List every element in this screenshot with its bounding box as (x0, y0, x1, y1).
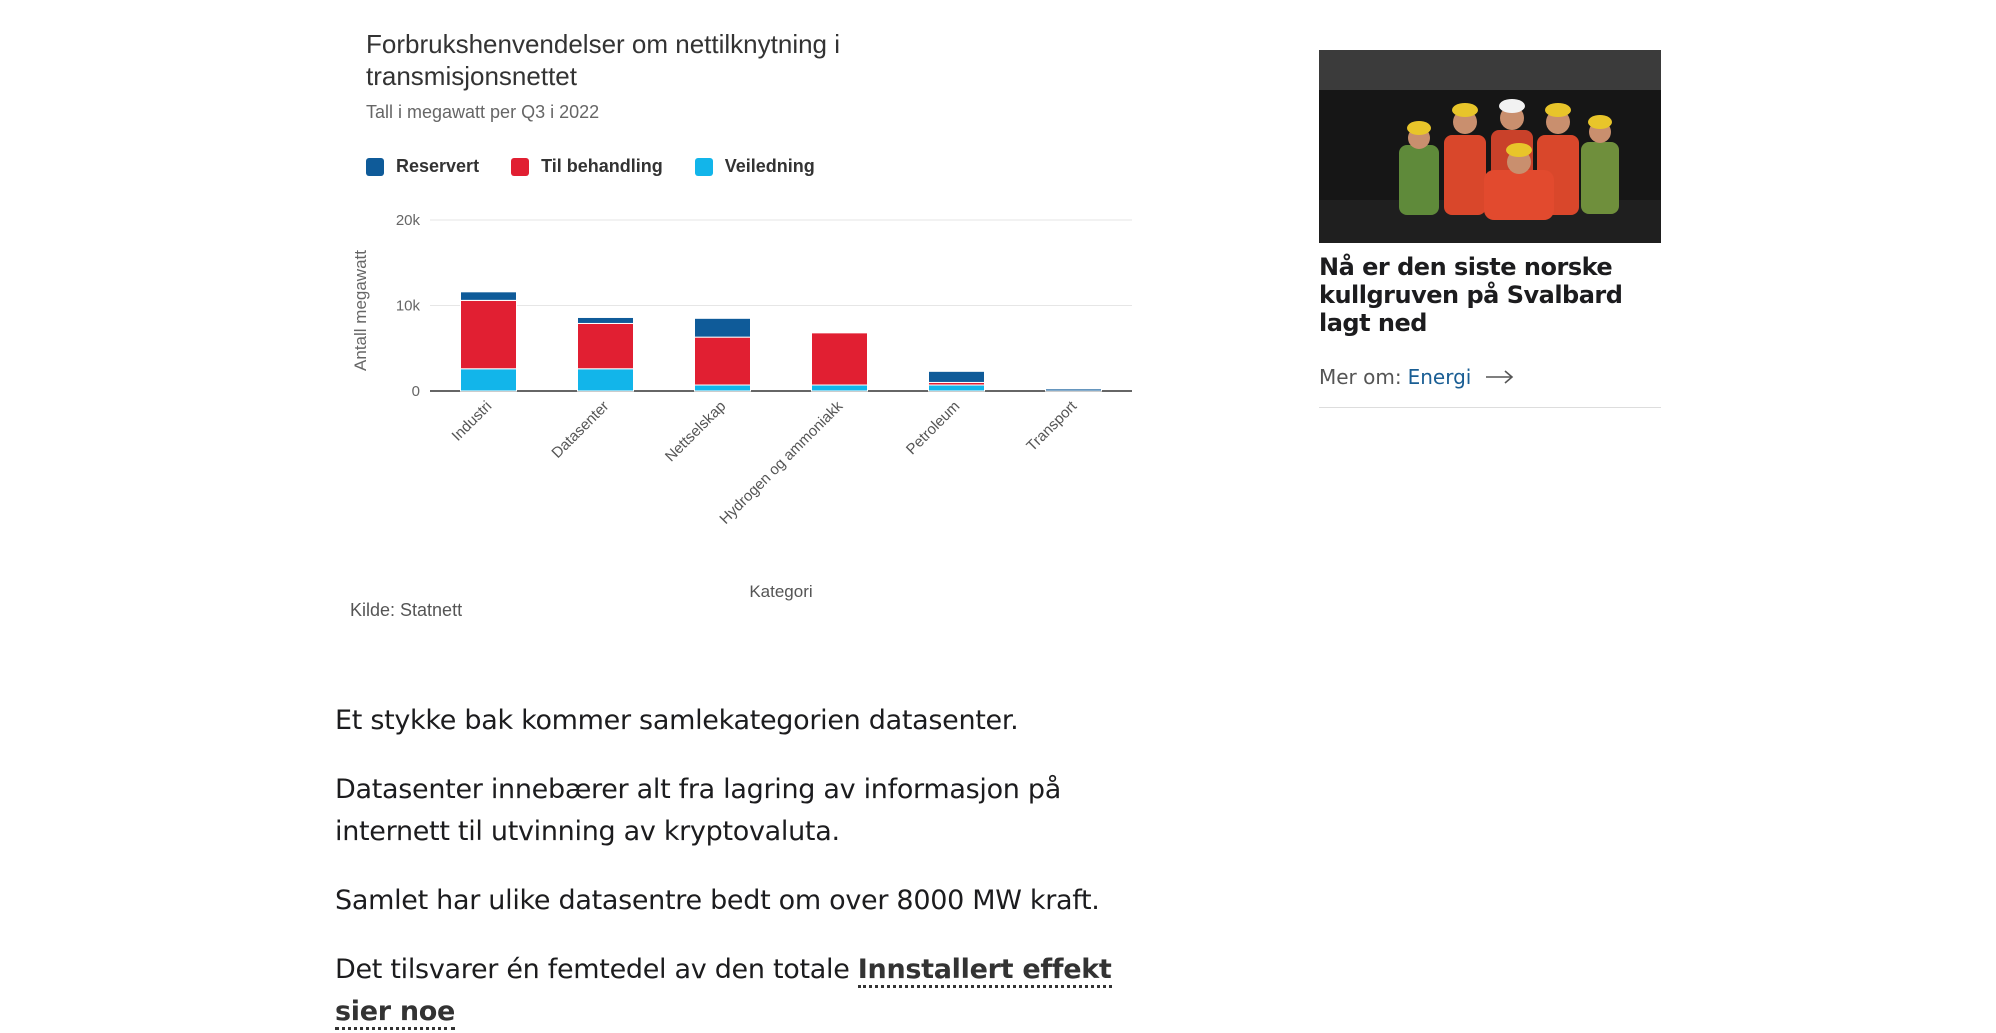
paragraph: Datasenter innebærer alt fra lagring av informasjon på internett til utvinning av kryptovaluta. (335, 774, 1061, 847)
chart-source: Kilde: Statnett (350, 600, 463, 620)
paragraph (335, 949, 1155, 1033)
bar-reservert (1046, 389, 1102, 391)
bar-til-behandling (812, 333, 868, 385)
article-body (335, 700, 1155, 1033)
topic-link-row (1319, 365, 1661, 389)
legend-label: Veiledning (724, 156, 815, 176)
paragraph: Et stykke bak kommer samlekategorien datasenter. (335, 705, 1019, 736)
x-tick-label: Transport (1023, 397, 1081, 455)
bar-veiledning (461, 369, 517, 391)
x-tick-label: Industri (448, 397, 496, 445)
bar-til-behandling (578, 323, 634, 368)
chart-subtitle: Tall i megawatt per Q3 i 2022 (366, 102, 600, 122)
chart-title: Forbrukshenvendelser om nettilknytning i transmisjonsnettet (366, 29, 841, 91)
related-article-card[interactable] (1319, 50, 1661, 408)
x-tick-label: Petroleum (902, 397, 964, 459)
legend-label: Reservert (396, 156, 480, 176)
divider (1319, 407, 1661, 408)
x-tick-label: Datasenter (548, 397, 613, 462)
paragraph-text: Det tilsvarer én femtedel av den totale (335, 954, 858, 985)
photo-illustration (1319, 50, 1661, 243)
x-tick-label: Hydrogen og ammoniakk (716, 397, 847, 528)
paragraph: Samlet har ulike datasentre bedt om over 8000 MW kraft. (335, 885, 1100, 916)
bar-reservert (578, 317, 634, 323)
bar-chart (350, 28, 1150, 601)
y-tick-label: 10k (395, 297, 420, 315)
related-article-headline[interactable]: Nå er den siste norske kullgruven på Svalbard lagt ned (1319, 253, 1623, 337)
bar-reservert (695, 318, 751, 337)
bar-veiledning (578, 369, 634, 391)
bar-til-behandling (461, 300, 517, 368)
bar-reservert (461, 292, 517, 301)
bar-veiledning (812, 385, 868, 391)
x-tick-label: Nettselskap (661, 397, 730, 466)
legend-label: Til behandling (541, 156, 663, 176)
bar-veiledning (695, 385, 751, 391)
bar-reservert (929, 371, 985, 382)
bar-til-behandling (695, 337, 751, 385)
y-tick-label: 20k (395, 212, 420, 229)
y-axis-label: Antall megawatt (351, 250, 370, 371)
bar-veiledning (929, 385, 985, 391)
coal-miners-photo[interactable] (1319, 50, 1661, 243)
glossary-link[interactable]: Innstallert effekt sier noe (335, 954, 1112, 1030)
y-tick-label: 0 (411, 383, 420, 400)
more-label: Mer om: (1319, 365, 1402, 389)
x-axis-label: Kategori (749, 582, 813, 601)
arrow-right-icon[interactable] (1485, 369, 1515, 385)
topic-link-energi[interactable]: Energi (1407, 365, 1472, 389)
